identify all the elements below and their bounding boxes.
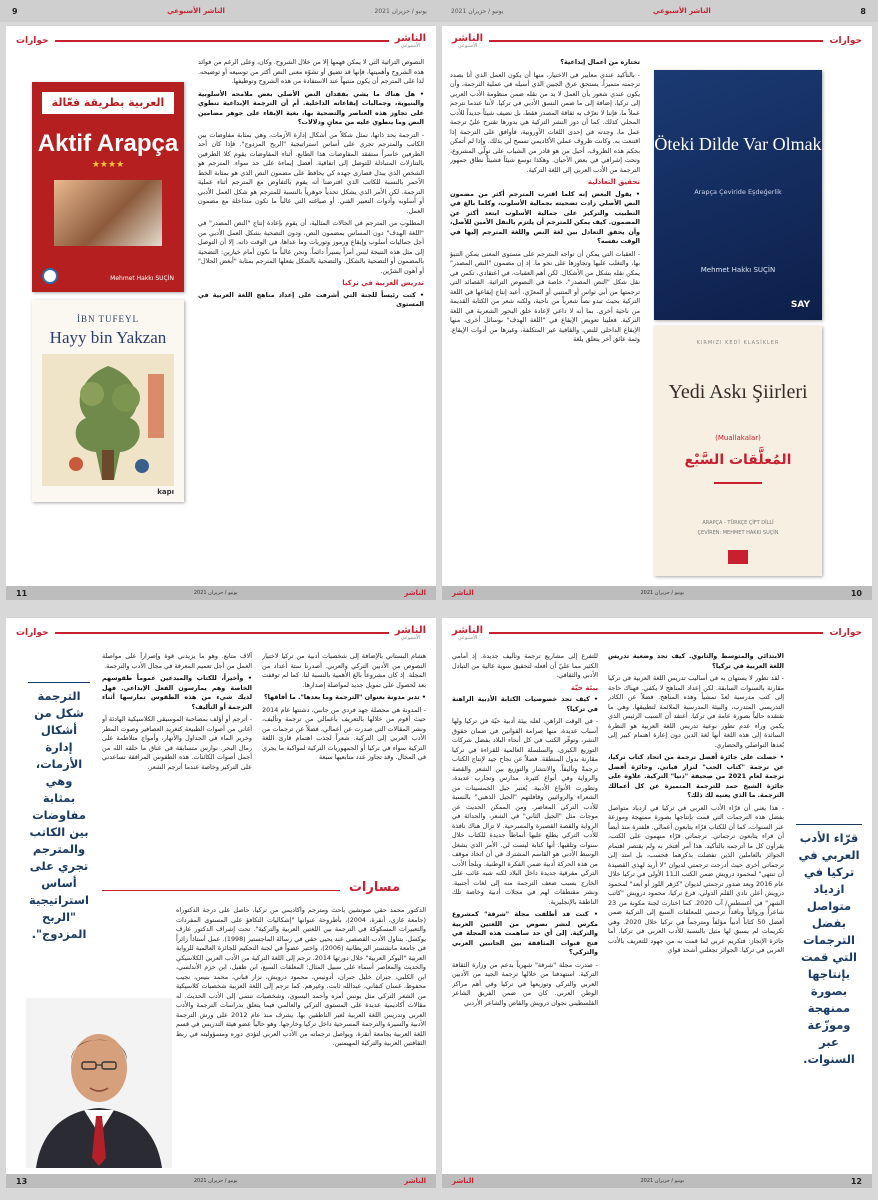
- book-credit: ARAPÇA - TÜRKÇE ÇİFT DİLLİ: [702, 520, 774, 526]
- book-subtitle: Arapça Çeviride Eşdeğerlik: [694, 188, 782, 196]
- book-author: İBN TUFEYL: [76, 314, 140, 324]
- bottom-spread: [0, 604, 878, 1200]
- page-number: 10: [850, 588, 862, 598]
- translator-portrait: [26, 998, 172, 1168]
- book-cover-yedi-aski: [654, 326, 822, 576]
- bio-text: الدكتور محمد حقي صوتشين باحث ومترجم وأكاديمي من تركيا، حاصل على درجة الدكتوراه (جامعة غازي، أنقرة، 2004)، بأطروحة عنوانها "إشكاليات التكافؤ على المستوى المفردات والتعبيرات المسكوكة في الترجمة بين اللغتين العربية والتركية". تحت إشراف الدكتور عارف يوكسل. يتناول الأدب القصصي عند يحيى حقي في رسالة الماجستير (1998). عمل أستاذاً زائراً في جامعة مانشستر البريطانية (2006)، واختير عضواً في لجنة التحكيم للجائزة العالمية للرواية العربية "البوكر العربية" خلال دورتها 2014. ترجم إلى اللغة التركية من الأدب العربي الكلاسيكي والحديث والمعاصر أسماء على سبيل المثال: المعلقات السبع، ابن طفيل، ابن حزم الأندلسي، ابن الكلبي، جبران خليل جبران، أدونيس، محمود درويش، نزار قباني، محمد بنيس، نجيب محفوظ، غسان كنفاني، عبدالله ثابت، وغيرهم. كما ترجم إلى اللغة العربية شخصيات كلاسيكية من الشعر التركي مثل يونس أمره وأحمد اليسوي، وشخصيات تنتمي إلى الأدب الحديث. له مقالات أكاديمية عديدة على المستوى التركي والعالمي فيما يتعلق بدراسات الترجمة والأدب العربي وتدريس اللغة العربية لغير الناطقين بها. يشرف منذ عام 2012 على ورش الترجمة الأدبية والسيرة والترجمة المسرحية داخل تركيا وخارجها. وهو حالياً عضو هيئة التدريس في قسم اللغة العربية بجامعة أنقرة. ويواصل ترجماته من الأدب العربي لتؤدي دوره ومسؤوليته في ربط الثقافتين العربية والتركية المهيمنين.: [176, 906, 426, 1047]
- book-title-ar: المُعلَّقات السَّبْع: [684, 452, 792, 468]
- pull-quote-rule: [796, 824, 862, 825]
- header-rule: [55, 632, 389, 634]
- paragraph: - صدرت مجلة "شرفة" شهرياً بدعم من وزارة الثقافة التركية. استهدفنا من خلالها ترجمة الجيد من الأدبين العربي والتركي وتوزيعها في تركيا وفي أهم مراكز الوطن العربي. كان من ضمن الفريق الشاعر الفلسطيني نجوان درويش والقاص والشاعر الأردني: [452, 960, 598, 1007]
- interview-question: • كيف تجد خصوصيات الكتابة الأدبية الراهنة في تركيا؟: [452, 695, 598, 713]
- header-rule: [489, 632, 823, 634]
- interview-question: • كنت رئيساً للجنة التي أشرفت على إعداد مناهج اللغة العربية في المستوى: [198, 290, 424, 308]
- page-12: [442, 618, 872, 1188]
- paragraph: - في الوقت الراهن، لعله بيئة أدبية حيّة في تركيا ولها أسباب عديدة، منها صرامة القوانين في ضمان حقوق النشر، وتوفّر الكتب في كل أنحاء البلاد بفضل شركات التوزيع الكبرى، والسلسلة العالمية للقراءة في تركيا مقارنة بدول المنطقة. فضلاً عن نجاح جيد لإنتاج الكتاب ترجمةً وتأليفاً. والانتشار والتوزيع بين الشعر والقصة والرواية وفي أنواع كثيرة. مدارس وتجارب عديدة، وتطورت الأنواع الأدبية. يُعتبر جيل الخمسينات من الشعراء والروائيين وقافلتهم "الجيل الذهبي" بالنسبة للأدب التركي المعاصر. ومن الممكن الحديث عن موجات مثل "الجيل الثاني" في الشعر، والحداثة في الرواية والقصة القصيرة والمسرحية. لا تزال هناك نافذة للأدب التركي يطلع عليها أنماطاً جديدة للكتاب خلال سنوات وتلقيها. أنها كتابة ليست لي. الأمر الذي يشغل الوسط الأدبي هو القاسم المشترك في أن اتخاذ موقف من هذه الحركة أدبية ضمن الفكرة الوطنية. ويلجأ الأدب التركي مفرقية جديدة داخل البلاد لكنه شبه غائب على الخارج بسبب ضعف الترجمة منه إلى لغات أجنبية. ونشر مقتطفات لهم في مجلات أدبية وخاصة تلك الناطقة بالإنجليزية.: [452, 717, 598, 906]
- strip-meta: يونيو / حزيران 2021: [451, 7, 504, 15]
- strip-page-number: 8: [860, 6, 866, 16]
- header-rule: [489, 40, 823, 42]
- page-footer: [6, 1174, 436, 1188]
- paragraph: - لقد تطور لا يستهان به في أساليب تدريس اللغة العربية في تركيا مقارنة بالسنوات السابقة. لكن إعداد المناهج لا يكفي. فهناك حاجة إلى كتب مدرسية تُعدّ تمشياً وهذه المناهج. فضلاً عن الكادر التدريسي المتدرب، والبيئة المدرسية الملائمة لتطبيقها. وهي ما تفتقده حالياً بصورة عامة في تركيا. أعتقد أن السبب الرئيس الذي يكمن وراء عدم تطور نوعية تدريس اللغة العربية هو النظرة السائدة إلى هذه اللغة أنها لغة الدين دون إعارة اهتمام كبير إلى بُعدها التواصلي والحضاري.: [608, 674, 784, 749]
- paragraph: - بالتأكيد عندي معايير في الاختيار، منها أن يكون العمل الذي أنا بصدد ترجمته متميزاً، يستحق عرق الجبين الذي أسيله في عملية الترجمة، وأن يكون عندي شعور بأن العمل لا بد من نقله ضمن منظومة الأدب العربي إلى تركيا، إضافة إلى ما ضمن النسق الأدبي في تركيا. لأننا عندما نترجم عملاً ما، فإننا لا نعرّف به ثقافة المصدر فقط، بل نضيف شيئاً جديداً للأدب المحلي كذلك. كما أن دور النشر التركية هي بدورها تقترح عليّ ترجمة عمل ما، وجدته في إحدى اللغات الأوروبية، فأوافق على الترجمة إذا اقتنعت به. وكانت ظروف عملي الأكاديمي تسمح لي بذلك. وإذا لم أتمكن بحكم هذه الظروف، أحيل من هو قادر من الشباب على تولّي المشروع، وتحت إشرافي في بعض الأحيان. وهكذا توسع شيئاً فشيئاً نطاق جمهور الترجمة من الأدب العربي إلى اللغة التركية.: [450, 70, 640, 174]
- masarat-rule: [102, 890, 340, 891]
- book-series: KIRMIZI KEDİ KLASİKLER: [696, 340, 780, 346]
- pull-quote: قرّاء الأدب العربي في تركيا في ازدياد متواصل بفضل الترجمات التي قمت بإنتاجها بصورة ممنهجة وموزّعة عبر السنوات.: [798, 831, 860, 1066]
- strip-meta: يونيو / حزيران 2021: [374, 7, 427, 15]
- section-label: حوارات: [829, 36, 862, 46]
- masarat-heading: مسارات: [348, 880, 400, 895]
- students-photo: [54, 180, 162, 246]
- page-header: [442, 30, 872, 52]
- page-11: [6, 26, 436, 600]
- brand-logo: الناشر الأسبوعي: [452, 624, 484, 641]
- book-title-ar: العربية بطريقة فعّالة: [42, 92, 174, 114]
- pull-quote: الترجمة شكل من أشكال إدارة الأزمات، وهي بمثابة مفاوضات بين الكاتب والمترجم تجري على أساس استراتيجية "الربح المزدوج".: [28, 689, 89, 941]
- publisher-logo: SAY: [790, 300, 810, 310]
- paragraph: - المدونة هي محصلة جهد فردي من جانبي، دشنتها عام 2014 حيث أقوم من خلالها بالتعريف بأعمالي من ترجمة وتأليف، ونشر المقالات التي صدرت عن أعمالي، فضلاً عن ترجمات من الأدب العربي إلى التركية. شعراً لجذب اهتمام قارئ اللغة التركية سواء في تركيا أو الجمهوريات التركية لمواكبة ما يجري في المجال. وقد تجاوز عدد متابعيها سبعة: [262, 705, 426, 761]
- page-header: [6, 30, 436, 52]
- subheading: بيئة حيّة: [570, 683, 598, 692]
- subheading: تدريس العربية في تركيا: [342, 279, 424, 287]
- strip-logo: الناشر الأسبوعي: [653, 7, 711, 15]
- footer-logo: الناشر: [452, 1177, 474, 1185]
- article-column: [102, 652, 252, 868]
- section-label: حوارات: [16, 36, 49, 46]
- footer-meta: يونيو / حزيران 2021: [193, 1178, 238, 1184]
- page-header: [442, 622, 872, 644]
- footer-meta: يونيو / حزيران 2021: [193, 590, 238, 596]
- page-footer: [6, 586, 436, 600]
- miniature-painting: [42, 354, 174, 486]
- footer-meta: يونيو / حزيران 2021: [640, 590, 685, 596]
- page-footer: [442, 586, 872, 600]
- interview-question: الابتدائي والمتوسط والثانوي. كيف تجد وضعية تدريس اللغة العربية في تركيا؟: [608, 652, 784, 670]
- interview-question: • تدير مدونة بعنوان "الترجمة وما بعدها". ما أفاقها؟: [263, 693, 426, 701]
- book-cover-aktif-arapca: [32, 82, 184, 292]
- interview-question: تختاره من أعمال إبداعية؟: [560, 58, 640, 66]
- brand-logo: الناشر الأسبوعي: [394, 32, 426, 49]
- section-label: حوارات: [16, 628, 49, 638]
- interview-question: • يقول البعض إنه كلما اقترب المترجم أكثر من مضمون النص الأصلي زادت تضحيته بجمالية الأسلوب، وكلما بالغ في التطبيب والتركيز على جمالية الأسلوب ابتعد أكثر عن المضمون. كيف يمكن للمترجم أن يلتزم بالنقل الأمين للأصل، وأن يحقق التعادل بين لغة النص واللغة المترجم إليها في الوقت نفسه؟: [450, 189, 640, 245]
- strip-right: [439, 0, 878, 22]
- strip-logo: الناشر الأسبوعي: [167, 7, 225, 15]
- paragraph: المطلوب من المترجم في الحالات المثالية، أن يقوم بإعادة إنتاج "النص المصدر" في "اللغة الهدف" دون المساس بمضمون النص، ودون التضحية بشكل العمل الأدبي من أجل جماليات أسلوب وإيقاع ورموز وتوريات وما عداها، في الوقت ذاته. إلا أن التوصل إلى مثل هذه النتيجة ليس أمراً يسيراً دائماً. ونحن غالباً ما نكون أمام خيارين: التضحية بالمضمون أو التضحية بالشكل. والتضحية بالشكل يفعلها المترجم بمثابة "أبغض الحلال" أو أهون الشرّين.: [198, 219, 424, 275]
- page-number: 13: [16, 1176, 28, 1186]
- paragraph: آلاف متابع. وهو ما يزيدني قوة وإصراراً على مواصلة العمل من أجل تعميم المعرفة في مجال الأدب والترجمة.: [102, 652, 252, 670]
- paragraph: النصوص التراثية التي لا يمكن فهمها إلا من خلال الشروح. وكان، وعلى الرغم من فوائد هذه الشروح وأهميتها، فإنها قد تضيق أو تشوّه معنى النص أكثر من توسيعه أو توضيحه. لذا على المترجم أن يكون منتبهاً عند الاستفادة من هذه الشروح وتوظيفها.: [198, 58, 424, 85]
- strip-left: [0, 0, 439, 22]
- article-column: [450, 58, 640, 582]
- book-cover-hayy-bin-yakzan: [32, 300, 184, 502]
- portrait-illustration: [26, 998, 172, 1168]
- book-subtitle: (Muallakalar): [715, 434, 761, 442]
- book-title: Hayy bin Yakzan: [49, 328, 167, 347]
- stars-icon: ★★★★: [91, 160, 125, 170]
- interview-question: • كنت قد أطلقت مجلة "شرفة" كمشروع مكرس لنشر نصوص من اللغتين العربية والتركية. إلى أي حد ساهمت هذه المجلة في فتح قنوات المثاقفة بين الجانبين العربي والتركي؟: [452, 910, 598, 956]
- publisher-name: kapı: [157, 488, 174, 496]
- footer-logo: الناشر: [452, 589, 474, 597]
- article-column: [608, 652, 784, 1168]
- article-column: [262, 652, 426, 868]
- book-title: Öteki Dilde Var Olmak: [654, 134, 822, 154]
- interview-question: • هل هناك ما يشي بفقدان النص الأصلي بعض ملامحه الأسلوبية والبنيوية، وجماليات إيقاعاته الداخلية. أم أن الترجمة الإبداعية تنطوي على تجاوز هذه العناصر والتضحية بها، بغية الإبقاء على جوهر مضامين النص وما ينطوي عليه من معانٍ ودلالات؟: [198, 89, 424, 126]
- book-title: Yedi Askı Şiirleri: [668, 381, 808, 403]
- divider: [714, 482, 762, 484]
- pull-quote-rule: [28, 682, 90, 683]
- brand-logo: الناشر الأسبوعي: [452, 32, 484, 49]
- publisher-logo-icon: [42, 268, 58, 284]
- interview-question: • حصلت على جائزة أفضل ترجمة من اتحاد كتاب تركيا، عن ترجمة "كتاب الحب" لنزار قباني. وجائزة أفضل ترجمة لعام 2021 من صحيفة "دنيا" التركية. علاوة على جائزة الشيخ حمد للترجمة المتميزة عن كل أعمالك الترجمة. ما الذي يعنيه لك ذلك؟: [608, 753, 784, 799]
- page-number: 12: [850, 1176, 862, 1186]
- page-header: [6, 622, 436, 644]
- article-column: [452, 652, 598, 1168]
- footer-meta: يونيو / حزيران 2021: [640, 1178, 685, 1184]
- book-cover-oteki-dilde: [654, 70, 822, 320]
- page-13: [6, 618, 436, 1188]
- paragraph: هشام البستاني بالإضافة إلى شخصيات أدبية من تركيا لاختيار النصوص من الأدبين التركي والعربي. أصدرنا ستة أعداد من المجلة. إذ كان مشروعاً بالغ الأهمية بالنسبة لنا. كما لم توقفت بعد لحصول على تمويل جديد لمواصلة إصدارها.: [262, 652, 426, 689]
- brand-logo: الناشر الأسبوعي: [394, 624, 426, 641]
- page-number: 11: [16, 588, 28, 598]
- top-strip: [0, 0, 878, 22]
- subheading: تحقيق التعادلية: [587, 178, 640, 186]
- publisher-logo-icon: [728, 550, 748, 564]
- interview-question: • وأخيراً، للكتاب والمبدعين عموماً طقوسهم الخاصة وهم يمارسون الفعل الإبداعي. فهل لديك شيء من هذه الطقوس تمارسها أثناء الترجمة أو التأليف؟: [102, 674, 252, 711]
- header-rule: [55, 40, 389, 42]
- paragraph: - أترجم أو أؤلف بمصاحبة الموسيقى الكلاسيكية الهادئة أو أغاني من أصوات الطبيعة كتغريد العصافير وصوت المطر وخرير الماء في الجداول والأنهار، وأمواج متلاطمة على رمال البحر. نوارس متسابقة في عناق ما خلقه الله من أجمل أصوات الكائنات. هذه الطقوس المرافقة تساعدني على التركيز وخاصة عندما أترجم الشعر.: [102, 715, 252, 771]
- book-author: Mehmet Hakkı SUÇİN: [110, 275, 174, 282]
- footer-logo: الناشر: [404, 589, 426, 597]
- paragraph: - هذا يعني أن قرّاء الأدب العربي في تركيا في ازدياد متواصل بفضل هذه الترجمات التي قمت بإنتاجها بصورة ممنهجة وموزعة عبر السنوات، كما أن للكتاب قرّاء يتابعون أعمالي. فلفترة منذ أيضاً أن قراء يتابعون ترجماتي. ترجماتي قرّاء منهمون على الكتب، يقرأون كل ما أترجمه بالتأكيد. هذا أمر أفتخر به ولم يقتصر اهتمام الجوائز بالعاملين الذين تفضلت بذكرهما فحسب، بل امتد إلى ترجماتي أخرى حيث أدرجت ترجمتي لديوان "لا أريد لهذي القصيدة أن تنتهي" لمحمود درويش ضمن الكتب الـ11 الأولى في تركيا خلال عام 2016 وبعد صدور ترجمتي لديوان "كزهر اللوز أو أبعد" لمحمود درويش أعلن نادي القلم الدولي، فرع تركيا، محمود درويش "كاتب الشهر" في أغسطس/ آب 2020. كما اختارت لجنة مكونة من 23 شاعراً وروائياً وناقداً ترجمتي للمعلقات السبع إلى التركية ضمن أفضل 50 كتاباً أدبياً مؤلفاً ومترجماً في تركيا خلال 2020. وهي تكريمات لم يسبق لها مثيل بالنسبة للأدب العربي في تركيا. أما جائزة الإنجاز: فتكريم عربي لما قمت به من جهود للتعريف بالأدب العربي في تركيا. الجوائز تجعلني أشحذ قواي: [608, 803, 784, 954]
- book-translator: ÇEVİREN: MEHMET HAKKI SUÇİN: [697, 530, 779, 536]
- book-title: Aktif Arapça: [37, 130, 179, 157]
- paragraph: - العقبات التي يمكن أن تواجه المترجم على مستوى المعنى يمكن التنبؤ بها، والتغلب عليها وتجاوزها على نحو ما. إذ إن مضمون "النص المصدر" يمكن نقله بشكل من الأشكال. لكن أهم العقبات، في اعتقادي، تكمن في نقل شكل "النص المصدر"، خاصة في النصوص التراثية. القصائد التي ترجمتها من أبي نواس أو المتنبي أو المعرّي، أعيد إنتاج إيقاعها في اللغة التركية بحيث تبدو نصاً شعرياً من ناحية، ولكنه شعر من الكتابة القديمة من ناحية أخرى. بما أنه لا داعي لإعادة خلق البحور الشعرية في اللغة التركية. فعلينا تعويض الإيقاع في "اللغة الهدف" بوسائل أخرى، منها الإيقاع الداخلي للنص، والقافية غير المتكلفة، وغيرها من أدوات الإيقاع. وثمة عائق آخر يتعلق بلغة: [450, 249, 640, 343]
- strip-page-number: 9: [12, 6, 18, 16]
- paragraph: - الترجمة بحد ذاتها، تمثل شكلاً من أشكال إدارة الأزمات، وهي بمثابة مفاوضات بين الكاتب والمترجم تجري على أساس استراتيجية "الربح المزدوج". فإذا كان أحد الطرفين خاسراً ستفقد المفاوضات هذا الطابع. أثناء المفاوضات يقوم كلا الطرفين بالتنازلات المتبادلة للتوصل إلى اتفاقية. أفضل إيماءة على حد سواء. المترجم هو الشخص الذي يبذل قصارى جهده كي يحافظ على مضمون النص الذي هو بمثابة الخط الأحمر بالنسبة للكاتب الذي افترضنا أنه يقوم بالتفاوض مع المترجم أثناء عملية الترجمة. لكن الأمر الذي يشكل تحدياً جوهرياً بالنسبة للمترجم هو شكل العمل الأدبي أو أسلوبه وأدوات التعبير الفني. أو صياغته التي غالباً ما تكون متداخلة مع مضمون العمل.: [198, 130, 424, 215]
- book-author: Mehmet Hakkı SUÇİN: [700, 266, 776, 274]
- paragraph: للتفرغ إلى مشاريع ترجمة وتأليف جديدة. إذ أمامي الكثير مما عليّ أن أفعله لتحقيق سوية عالية من التبادل الأدبي والثقافي.: [452, 652, 598, 679]
- bio-column: [176, 906, 426, 1168]
- section-label: حوارات: [829, 628, 862, 638]
- page-footer: [442, 1174, 872, 1188]
- page-10: [442, 26, 872, 600]
- article-column: [198, 58, 424, 582]
- footer-logo: الناشر: [404, 1177, 426, 1185]
